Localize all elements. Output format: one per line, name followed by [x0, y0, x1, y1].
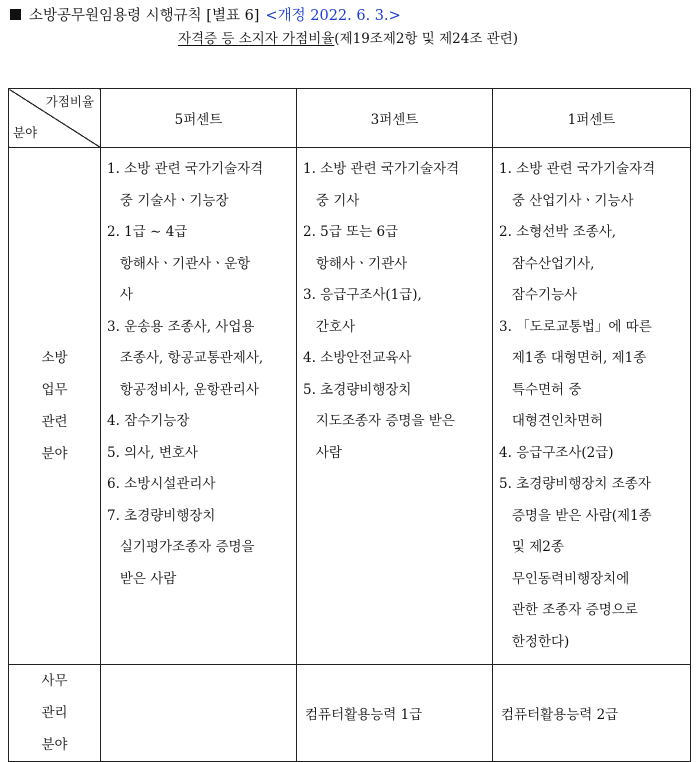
list-item: 항공정비사, 운항관리사	[107, 381, 259, 398]
list-item: 중 기사	[303, 192, 360, 209]
field-line: 사무	[41, 673, 68, 689]
list-item: 3. 운송용 조종사, 사업용	[107, 318, 255, 335]
list-item: 사람	[303, 444, 342, 461]
field-line: 분야	[41, 737, 68, 753]
column-header-1pct: 1퍼센트	[493, 89, 691, 148]
list-item: 제1종 대형면허, 제1종	[499, 350, 647, 366]
list-item: 실기평가조종자 증명을	[107, 539, 255, 555]
subtitle-reference: (제19조제2항 및 제24조 관련)	[334, 31, 519, 47]
list-item: 무인동력비행장치에	[499, 570, 630, 587]
list-item: 1. 소방 관련 국가기술자격	[303, 161, 460, 177]
list-item: 5. 초경량비행장치	[303, 381, 412, 398]
list-item: 1. 소방 관련 국가기술자격	[499, 161, 656, 177]
table-row-admin	[9, 665, 691, 762]
field-label-admin	[9, 665, 101, 762]
table-row-fire-duty	[9, 148, 691, 665]
title-text: 소방공무원임용령 시행규칙 [별표 6]	[29, 8, 260, 24]
list-item: 1. 소방 관련 국가기술자격	[107, 161, 264, 177]
list-item: 사	[107, 287, 133, 303]
diag-bottom-label: 분야	[13, 125, 38, 140]
admin-cell-5pct	[101, 665, 297, 762]
document-title	[10, 6, 401, 26]
list-item: 4. 응급구조사(2급)	[499, 444, 614, 461]
subtitle-main: 자격증 등 소지자 가점비율	[177, 31, 335, 47]
list-item: 특수면허 중	[499, 381, 582, 398]
list-item: 대형견인차면허	[499, 413, 604, 429]
diagonal-header-cell	[9, 89, 101, 148]
amendment-date-link[interactable]: <개정 2022. 6. 3.>	[265, 8, 401, 24]
list-item: 3. 응급구조사(1급),	[303, 287, 422, 303]
list-item: 중 기술사ㆍ기능장	[107, 192, 229, 209]
qualification-cell-1pct	[493, 148, 691, 665]
qualification-cell-3pct	[297, 148, 493, 665]
qualification-cell-5pct	[101, 148, 297, 665]
list-item: 4. 잠수기능장	[107, 413, 190, 429]
list-item: 한정한다)	[499, 633, 570, 650]
list-item: 및 제2종	[499, 539, 564, 555]
list-item: 조종사, 항공교통관제사,	[107, 350, 264, 366]
column-header-5pct: 5퍼센트	[101, 89, 297, 148]
list-item: 6. 소방시설관리사	[107, 476, 216, 492]
field-line: 분야	[41, 446, 68, 462]
diag-top-label: 가점비율	[45, 94, 94, 109]
list-item: 2. 5급 또는 6급	[303, 224, 399, 240]
table-header-row	[9, 89, 691, 148]
list-item: 간호사	[303, 318, 355, 335]
field-label-fire-duty	[9, 148, 101, 665]
list-item: 2. 1급 ∼ 4급	[107, 224, 188, 240]
black-square-bullet-icon	[10, 9, 21, 20]
bonus-rate-table	[8, 88, 691, 762]
document-subtitle	[0, 29, 696, 49]
field-line: 관리	[41, 705, 68, 721]
list-item: 증명을 받은 사람(제1종	[499, 507, 652, 524]
field-line: 소방	[41, 350, 68, 366]
list-item: 4. 소방안전교육사	[303, 350, 412, 366]
admin-cell-3pct: 컴퓨터활용능력 1급	[297, 665, 493, 762]
list-item: 3. 「도로교통법」에 따른	[499, 318, 652, 335]
list-item: 받은 사람	[107, 570, 177, 587]
list-item: 5. 의사, 변호사	[107, 444, 198, 461]
list-item: 잠수기능사	[499, 287, 578, 303]
list-item: 7. 초경량비행장치	[107, 507, 216, 524]
list-item: 관한 조종자 증명으로	[499, 602, 638, 618]
field-line: 관련	[41, 414, 68, 430]
column-header-3pct: 3퍼센트	[297, 89, 493, 148]
list-item: 지도조종자 증명을 받은	[303, 413, 455, 429]
list-item: 항해사ㆍ기관사ㆍ운항	[107, 255, 251, 272]
list-item: 항해사ㆍ기관사	[303, 255, 408, 272]
field-line: 업무	[41, 382, 68, 398]
list-item: 2. 소형선박 조종사,	[499, 224, 617, 240]
list-item: 중 산업기사ㆍ기능사	[499, 192, 634, 209]
admin-cell-1pct: 컴퓨터활용능력 2급	[493, 665, 691, 762]
list-item: 5. 초경량비행장치 조종자	[499, 476, 651, 492]
list-item: 잠수산업기사,	[499, 255, 595, 272]
